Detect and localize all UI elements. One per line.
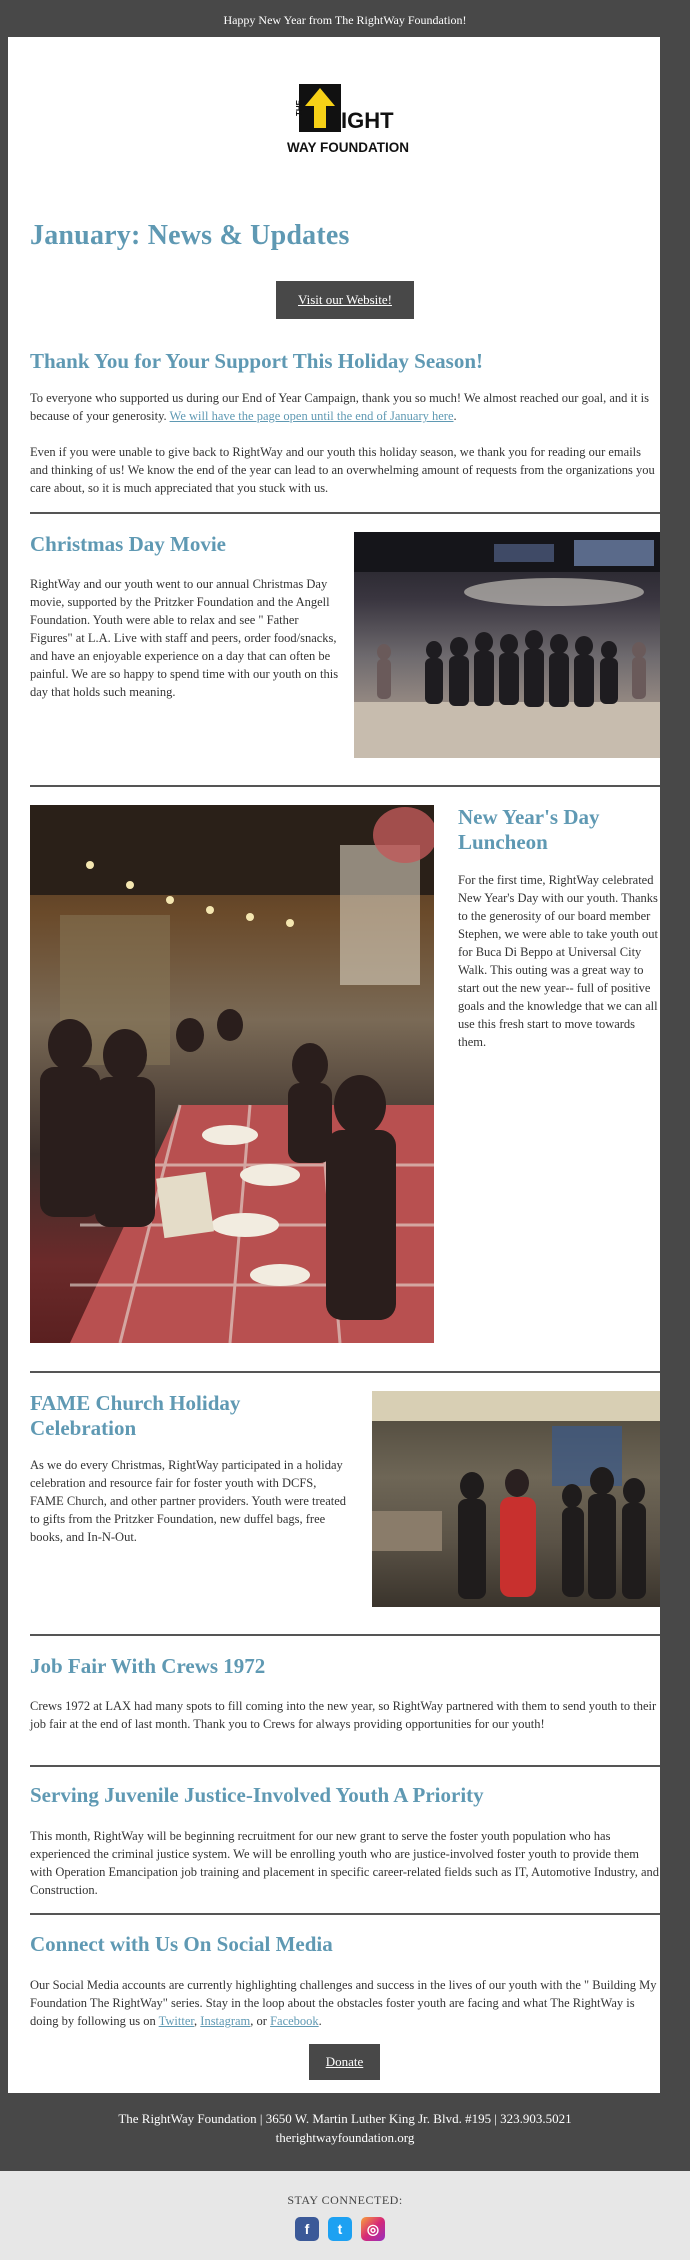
twitter-link[interactable]: Twitter bbox=[158, 2014, 195, 2028]
campaign-page-link[interactable]: We will have the page open until the end of January here bbox=[169, 409, 454, 423]
instagram-icon[interactable]: ◎ bbox=[361, 2217, 385, 2241]
top-banner: Happy New Year from The RightWay Foundation! bbox=[223, 13, 467, 27]
divider bbox=[30, 1634, 660, 1636]
thanks-paragraph-2: Even if you were unable to give back to RightWay and our youth this holiday season, we thank you for reading our emails and thinking of us! We know the end of the year can lead to an overwhelming amount of requests from the organizations you care about, so it is much appreciated that you stuck with us. bbox=[30, 445, 655, 495]
divider bbox=[30, 1765, 660, 1767]
separator: , bbox=[194, 2014, 201, 2028]
christmas-movie-photo bbox=[354, 532, 660, 758]
visit-website-button[interactable]: Visit our Website! bbox=[276, 281, 414, 319]
thanks-text: To everyone who supported us during our End of Year Campaign, thank you so much! We almost reached our goal, and it is because of your generosity. bbox=[30, 391, 649, 423]
rightway-logo bbox=[283, 82, 413, 158]
thanks-period: . bbox=[453, 409, 457, 423]
thanks-heading: Thank You for Your Support This Holiday Season! bbox=[30, 349, 484, 373]
donate-button[interactable]: Donate bbox=[309, 2044, 380, 2080]
address-line: The RightWay Foundation | 3650 W. Martin Luther King Jr. Blvd. #195 | 323.903.5021 bbox=[118, 2111, 572, 2126]
newsletter-card bbox=[8, 37, 660, 2093]
page-title: January: News & Updates bbox=[30, 220, 350, 251]
divider bbox=[30, 1913, 660, 1915]
period: . bbox=[318, 2014, 322, 2028]
divider bbox=[30, 512, 660, 514]
fame-heading: FAME Church Holiday Celebration bbox=[30, 1391, 241, 1440]
svg-text:THE: THE bbox=[295, 100, 304, 116]
movie-heading: Christmas Day Movie bbox=[30, 532, 226, 556]
luncheon-heading: New Year's Day Luncheon bbox=[458, 805, 600, 854]
new-years-luncheon-photo bbox=[30, 805, 434, 1343]
facebook-link[interactable]: Facebook bbox=[270, 2014, 319, 2028]
juvenile-heading: Serving Juvenile Justice-Involved Youth A Priority bbox=[30, 1783, 484, 1807]
svg-text:WAY FOUNDATION: WAY FOUNDATION bbox=[287, 140, 410, 155]
separator: , or bbox=[250, 2014, 271, 2028]
facebook-icon[interactable]: f bbox=[295, 2217, 319, 2241]
thanks-paragraph-1 bbox=[30, 389, 660, 425]
twitter-icon[interactable]: t bbox=[328, 2217, 352, 2241]
social-body bbox=[30, 1976, 660, 2030]
jobfair-body: Crews 1972 at LAX had many spots to fill coming into the new year, so RightWay partnered with them to send youth to their job fair at the end of last month. Thank you to Crews for always providing opportunities for our youth! bbox=[30, 1699, 657, 1731]
fame-body: As we do every Christmas, RightWay participated in a holiday celebration and resource fair for foster youth with DCFS, FAME Church, and other partner providers. Youth were treated to gifts from the Pritzker Foundation, new duffel bags, free books, and In-N-Out. bbox=[30, 1458, 347, 1544]
jobfair-heading: Job Fair With Crews 1972 bbox=[30, 1654, 266, 1678]
social-text: Our Social Media accounts are currently highlighting challenges and success in the lives of our youth with the " Building My Foundation The RightWay" series. Stay in the loop about the obstacles foster youth are facing and what The RightWay is doing by following us on bbox=[30, 1978, 657, 2028]
fame-church-photo bbox=[372, 1391, 660, 1607]
svg-text:IGHT: IGHT bbox=[341, 108, 394, 133]
divider bbox=[30, 785, 660, 787]
footer-address bbox=[0, 2093, 690, 2171]
stay-connected-footer bbox=[0, 2171, 690, 2260]
instagram-link[interactable]: Instagram bbox=[200, 2014, 251, 2028]
divider bbox=[30, 1371, 660, 1373]
juvenile-body: This month, RightWay will be beginning recruitment for our new grant to serve the foster youth population who has experienced the criminal justice system. We will be enrolling youth who are justice-involved foster youth to provide them with Operation Emancipation job training and placement in specific career-related fields such as IT, Automotive Industry, and Construction. bbox=[30, 1829, 660, 1897]
stay-connected-label: STAY CONNECTED: bbox=[287, 2193, 403, 2207]
social-heading: Connect with Us On Social Media bbox=[30, 1932, 333, 1956]
movie-body: RightWay and our youth went to our annual Christmas Day movie, supported by the Pritzker Foundation and the Angell Foundation. Youth were able to relax and see " Father Figures" at L.A. Live with staff and peers, order food/snacks, and have an enjoyable experience on a day that can often be painful. We are so happy to spend time with our youth on this day that holds such meaning. bbox=[30, 577, 339, 699]
website-line[interactable]: therightwayfoundation.org bbox=[275, 2130, 415, 2145]
luncheon-body: For the first time, RightWay celebrated New Year's Day with our youth. Thanks to the generosity of our board member Stephen, we were able to take youth out for Buca Di Beppo at Universal City Walk. This outing was a great way to start out the new year-- full of positive goals and the knowledge that we can all use this fresh start to move towards them. bbox=[458, 873, 658, 1049]
